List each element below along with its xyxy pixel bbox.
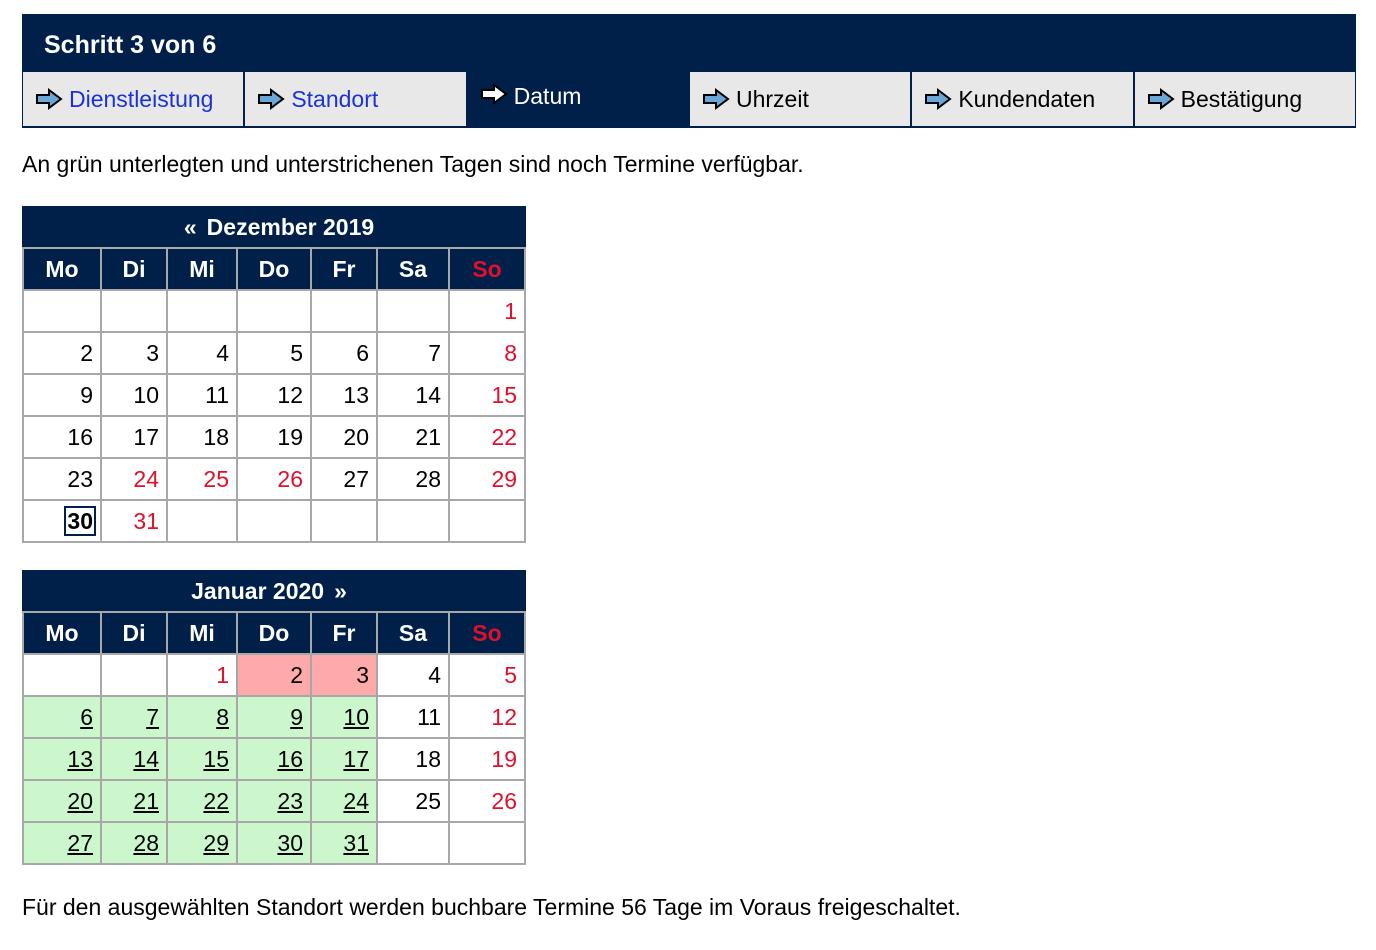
day-number: 11 [205, 381, 229, 408]
available-day-cell[interactable] [311, 696, 377, 738]
prev-month-button[interactable]: « [183, 214, 197, 240]
calendar-days [23, 290, 525, 542]
day-link[interactable]: 17 [343, 745, 369, 772]
available-day-cell[interactable] [237, 696, 311, 738]
day-link[interactable]: 28 [133, 829, 159, 856]
available-day-cell[interactable] [167, 822, 237, 864]
arrow-right-icon [257, 88, 285, 110]
step-tab-datum [468, 72, 690, 126]
day-cell [377, 458, 449, 500]
day-cell [23, 374, 101, 416]
step-tab-uhrzeit [690, 72, 912, 126]
day-cell [449, 332, 525, 374]
day-number: 4 [216, 339, 229, 366]
day-number: 5 [504, 661, 517, 688]
day-cell [449, 696, 525, 738]
day-link[interactable]: 29 [203, 829, 229, 856]
weekday-header: Do [237, 612, 311, 654]
day-number: 24 [133, 465, 159, 492]
day-link[interactable]: 15 [203, 745, 229, 772]
day-number: 2 [290, 661, 303, 688]
calendar-month-header [23, 207, 525, 248]
weekday-row [23, 248, 525, 290]
available-day-cell[interactable] [23, 696, 101, 738]
day-link[interactable]: 7 [146, 703, 159, 730]
day-cell [23, 332, 101, 374]
available-day-cell[interactable] [237, 822, 311, 864]
day-cell [377, 374, 449, 416]
day-number: 3 [146, 339, 159, 366]
day-number: 26 [277, 465, 303, 492]
month-title: Dezember 2019 [206, 214, 375, 240]
day-number: 23 [67, 465, 93, 492]
day-cell [101, 374, 167, 416]
day-number: 7 [428, 339, 441, 366]
day-cell [449, 374, 525, 416]
step-link-dienstleistung[interactable]: Dienstleistung [69, 85, 214, 112]
step-tab-dienstleistung[interactable] [23, 72, 245, 126]
day-link[interactable]: 24 [343, 787, 369, 814]
available-day-cell[interactable] [167, 738, 237, 780]
arrow-right-icon [1147, 88, 1175, 110]
weekday-header: Fr [311, 248, 377, 290]
day-number: 6 [356, 339, 369, 366]
empty-day-cell [311, 290, 377, 332]
empty-day-cell [237, 290, 311, 332]
step-label-datum: Datum [513, 83, 582, 109]
step-tabs [23, 72, 1355, 126]
day-cell [449, 416, 525, 458]
day-number: 9 [80, 381, 93, 408]
day-cell [23, 458, 101, 500]
available-day-cell[interactable] [23, 822, 101, 864]
empty-day-cell [377, 822, 449, 864]
weekday-header: Do [237, 248, 311, 290]
calendar-week-row [23, 458, 525, 500]
weekday-header: Mo [23, 612, 101, 654]
empty-day-cell [101, 290, 167, 332]
weekday-header: Mo [23, 248, 101, 290]
empty-day-cell [311, 500, 377, 542]
available-day-cell[interactable] [237, 738, 311, 780]
booked-day-cell [237, 654, 311, 696]
next-month-button[interactable]: » [334, 578, 347, 604]
day-cell [167, 332, 237, 374]
day-cell [449, 290, 525, 332]
day-cell [237, 374, 311, 416]
calendar-january-2020 [22, 570, 526, 865]
day-cell [167, 374, 237, 416]
day-link[interactable]: 22 [203, 787, 229, 814]
calendar-days [23, 654, 525, 864]
empty-day-cell [449, 822, 525, 864]
day-link[interactable]: 30 [277, 829, 303, 856]
empty-day-cell [101, 654, 167, 696]
day-cell [101, 500, 167, 542]
day-number: 15 [491, 381, 518, 408]
weekday-header: Mi [167, 248, 237, 290]
wizard-header [22, 14, 1356, 128]
calendar-week-row [23, 780, 525, 822]
day-number: 26 [491, 787, 517, 814]
day-number: 30 [64, 506, 96, 536]
weekday-header: Fr [311, 612, 377, 654]
empty-day-cell [167, 290, 237, 332]
day-link[interactable]: 6 [80, 703, 93, 730]
day-cell [311, 374, 377, 416]
step-label-uhrzeit: Uhrzeit [735, 85, 809, 112]
day-number: 5 [290, 339, 303, 366]
day-number: 22 [491, 423, 518, 450]
empty-day-cell [237, 500, 311, 542]
day-cell [101, 458, 167, 500]
available-day-cell[interactable] [101, 738, 167, 780]
day-cell [237, 458, 311, 500]
day-cell [167, 416, 237, 458]
day-link[interactable]: 23 [277, 787, 303, 814]
day-number: 20 [343, 423, 369, 450]
empty-day-cell [167, 500, 237, 542]
step-tab-bestaetigung [1135, 72, 1355, 126]
day-link[interactable]: 20 [67, 787, 93, 814]
available-day-cell[interactable] [311, 822, 377, 864]
day-link[interactable]: 13 [67, 745, 93, 772]
day-link[interactable]: 27 [67, 829, 93, 856]
weekday-header: Mi [167, 612, 237, 654]
day-number: 17 [133, 423, 159, 450]
day-cell [23, 416, 101, 458]
day-cell [101, 416, 167, 458]
arrow-right-icon [35, 88, 63, 110]
day-cell [377, 696, 449, 738]
day-link[interactable]: 14 [133, 745, 159, 772]
step-label-kundendaten: Kundendaten [958, 85, 1096, 112]
day-number: 31 [133, 507, 159, 534]
empty-day-cell [23, 654, 101, 696]
day-cell [101, 332, 167, 374]
day-link[interactable]: 21 [133, 787, 159, 814]
day-number: 2 [80, 339, 93, 366]
calendar-week-row [23, 696, 525, 738]
day-cell [237, 416, 311, 458]
empty-day-cell [377, 500, 449, 542]
day-cell [449, 654, 525, 696]
day-number: 25 [203, 465, 229, 492]
step-link-standort[interactable]: Standort [291, 85, 379, 112]
weekday-header: Di [101, 612, 167, 654]
arrow-right-icon [702, 88, 730, 110]
available-day-cell[interactable] [23, 738, 101, 780]
day-number: 13 [343, 381, 369, 408]
day-number: 28 [415, 465, 441, 492]
step-tab-standort[interactable] [245, 72, 467, 126]
day-number: 1 [504, 297, 518, 324]
calendar-december-2019 [22, 206, 526, 543]
calendar-week-row [23, 290, 525, 332]
booking-window-note: Für den ausgewählten Standort werden buchbare Termine 56 Tage im Voraus freigeschaltet. [22, 894, 961, 920]
today-day-cell [23, 500, 101, 542]
empty-day-cell [449, 500, 525, 542]
day-number: 11 [417, 703, 441, 730]
day-cell [311, 416, 377, 458]
arrow-right-icon [480, 83, 508, 105]
day-cell [377, 416, 449, 458]
calendar-week-row [23, 332, 525, 374]
day-cell [311, 332, 377, 374]
day-cell [377, 780, 449, 822]
month-title: Januar 2020 [191, 578, 325, 604]
day-link[interactable]: 8 [216, 703, 229, 730]
weekday-header: So [449, 612, 525, 654]
weekday-header: Sa [377, 612, 449, 654]
day-link[interactable]: 10 [343, 703, 369, 730]
weekday-header: So [449, 248, 525, 290]
calendar-week-row [23, 500, 525, 542]
calendar-week-row [23, 416, 525, 458]
availability-hint: An grün unterlegten und unterstrichenen Tagen sind noch Termine verfügbar. [22, 151, 804, 177]
day-number: 21 [415, 423, 441, 450]
step-tab-kundendaten [912, 72, 1134, 126]
available-day-cell[interactable] [167, 780, 237, 822]
day-number: 12 [491, 703, 517, 730]
weekday-row [23, 612, 525, 654]
day-link[interactable]: 31 [343, 829, 369, 856]
day-number: 19 [491, 745, 517, 772]
day-number: 14 [415, 381, 441, 408]
step-counter-title: Schritt 3 von 6 [44, 31, 217, 59]
available-day-cell[interactable] [101, 822, 167, 864]
booked-day-cell [311, 654, 377, 696]
available-day-cell[interactable] [311, 780, 377, 822]
empty-day-cell [377, 290, 449, 332]
day-link[interactable]: 9 [290, 703, 303, 730]
day-number: 4 [428, 661, 441, 688]
weekday-header: Di [101, 248, 167, 290]
day-cell [449, 458, 525, 500]
arrow-right-icon [924, 88, 952, 110]
day-cell [167, 654, 237, 696]
day-number: 12 [277, 381, 303, 408]
calendar-week-row [23, 374, 525, 416]
day-number: 18 [203, 423, 229, 450]
weekday-header: Sa [377, 248, 449, 290]
empty-day-cell [23, 290, 101, 332]
day-cell [449, 780, 525, 822]
available-day-cell[interactable] [101, 780, 167, 822]
day-cell [311, 458, 377, 500]
day-number: 8 [504, 339, 518, 366]
available-day-cell[interactable] [237, 780, 311, 822]
day-number: 3 [356, 661, 369, 688]
calendar-week-row [23, 738, 525, 780]
step-label-bestaetigung: Bestätigung [1180, 85, 1303, 112]
day-cell [377, 332, 449, 374]
calendar-month-header [23, 571, 525, 612]
calendar-week-row [23, 654, 525, 696]
day-number: 18 [415, 745, 441, 772]
calendar-week-row [23, 822, 525, 864]
available-day-cell[interactable] [101, 696, 167, 738]
day-link[interactable]: 16 [277, 745, 303, 772]
day-number: 29 [491, 465, 518, 492]
available-day-cell[interactable] [311, 738, 377, 780]
day-number: 27 [343, 465, 369, 492]
day-number: 1 [216, 661, 229, 688]
day-number: 10 [133, 381, 159, 408]
day-number: 16 [67, 423, 93, 450]
day-cell [377, 738, 449, 780]
day-cell [167, 458, 237, 500]
day-cell [237, 332, 311, 374]
day-cell [449, 738, 525, 780]
day-cell [377, 654, 449, 696]
available-day-cell[interactable] [23, 780, 101, 822]
day-number: 25 [415, 787, 441, 814]
day-number: 19 [277, 423, 303, 450]
available-day-cell[interactable] [167, 696, 237, 738]
